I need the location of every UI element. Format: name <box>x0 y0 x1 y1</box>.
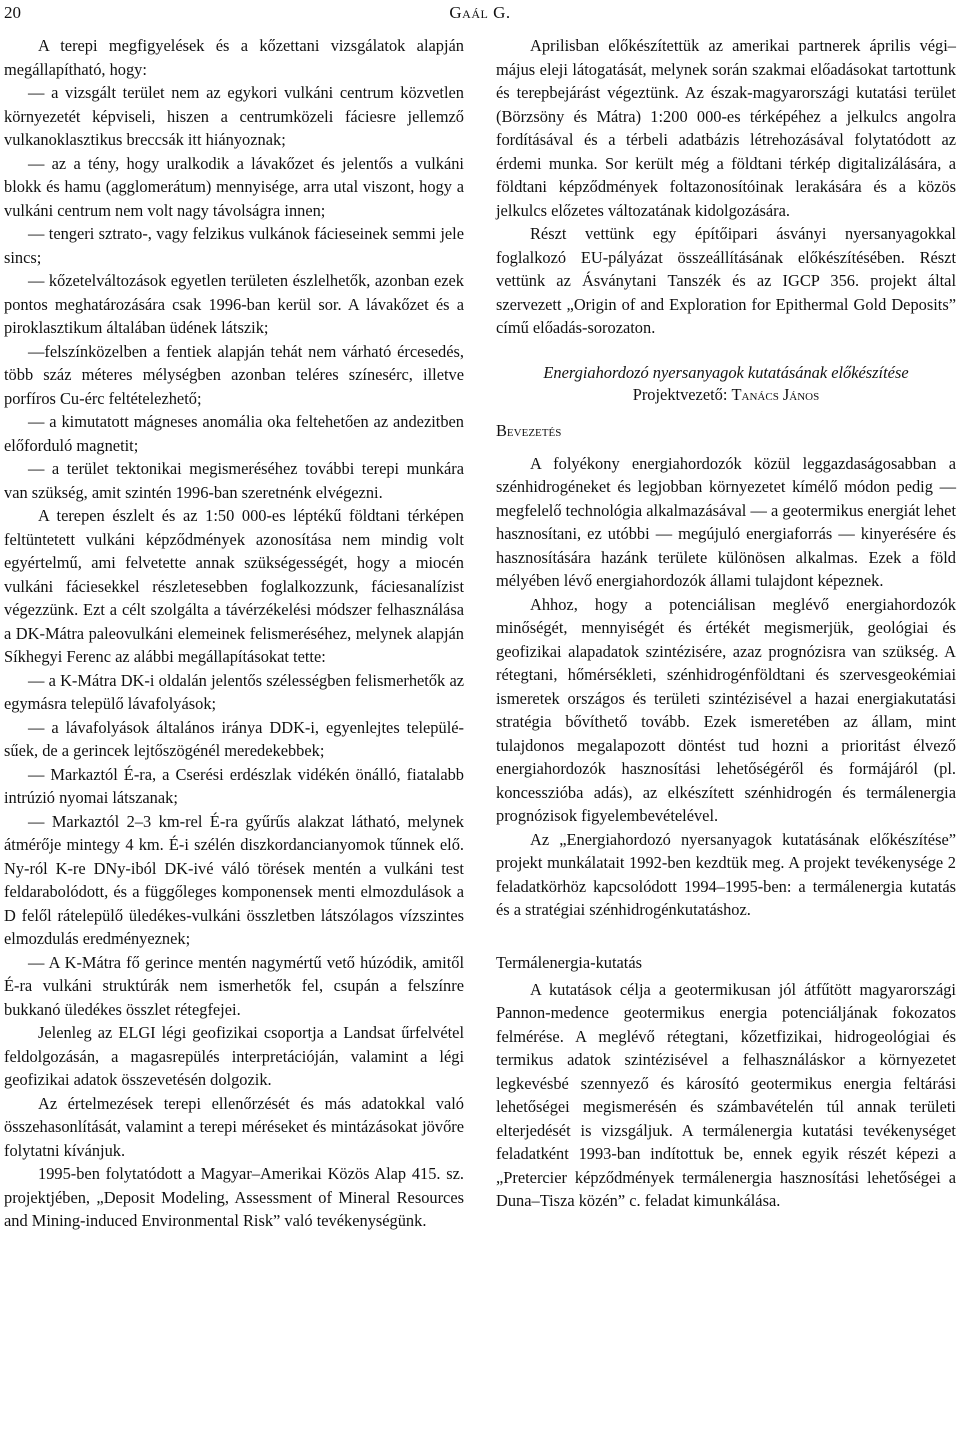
paragraph: Az „Energiahordozó nyersanyagok kutatásának előkészítése” projekt munkálatait 1992-ben kezdtük meg. A projekt tevékenysége 2 feladatkörhöz kapcsolódott 1994–1995-ben: a termálenergia kutatás és a stratégiai szénhidrogénkutatáshoz. <box>496 829 956 919</box>
list-item: — Markaztól É-ra, a Cserési erdészlak vidékén önálló, fiatalabb intrúzió nyomai látszanak; <box>4 764 464 807</box>
list-item: — tengeri sztrato-, vagy felzikus vulkánok fácieseinek semmi jele sincs; <box>4 224 464 267</box>
paragraph: A terepen észlelt és az 1:50 000-es léptékű földtani térképen feltüntetett vulkáni képződmények azonosítása nem mindig volt egyértelmű, ami felvetette annak szükségességét, hogy a miocén vulkáni fáciesekkel részletesebben foglalkozzunk, fáciesanalízist végezzünk. Ezt a célt szolgálta a távérzékelési módszer felhasználása a DK-Mátra paleovulkáni elemeinek felismeréséhez, melynek alapján Síkhegyi Ferenc az alábbi megállapításokat tette: <box>4 506 464 666</box>
list-item: —felszínközelben a fentiek alapján tehát nem várható ércesedés, több száz méteres mélységben azonban teléres színesérc, illetve porfíros Cu-érc feltételezhető; <box>4 341 464 408</box>
paragraph: 1995-ben folytatódott a Magyar–Amerikai Közös Alap 415. sz. projektjében, „Deposit Modeling, Assessment of Mineral Resources and Mining-induced Environmental Risk” való tevékenységünk. <box>4 1164 464 1230</box>
list-item: — Markaztól 2–3 km-rel É-ra gyűrűs alakzat látható, melynek átmérője mintegy 4 km. É-i szélén diszkordancianyomok tűnnek elő. Ny-ról K-re DNy-iból DK-ivé váló törések mentén a vulkáni test feldarabolódott, és a függőleges komponensek menti elmozdulások a D felől rátelepülő üledékes-vulkáni összletben látszólagos vízszintes elmozdulás eredményeznek; <box>4 811 464 948</box>
list-item: — a K-Mátra DK-i oldalán jelentős szélességben felismerhetők az egymásra települő lávafolyások; <box>4 670 464 713</box>
list-item: — a kimutatott mágneses anomália oka feltehetően az andezitben előforduló magnetit; <box>4 412 464 455</box>
project-leader-name: Tanács János <box>731 384 820 404</box>
paragraph: Az értelmezések terepi ellenőrzését és más adatokkal való összehasonlítását, valamint a terepi méréseket és mintázásokat jövőre folytatni kívánjuk. <box>4 1093 464 1160</box>
list-item: — A K-Mátra fő gerince mentén nagymértű vető húzódik, amitől É-ra vulkáni struktúrák nem ismerhetők fel, csupán a felszínre bukkanó üledékes összlet rétegfejei. <box>4 952 464 1019</box>
project-leader-label: Projektvezető: <box>632 384 732 404</box>
list-item: — a lávafolyások általános iránya DDK-i, egyenlejtes településűek, de a gerincek lejtőszögénél meredekebbek; <box>4 717 464 760</box>
paragraph: Részt vettünk egy építőipari ásványi nyersanyagokkal foglalkozó EU-pályázat összeállításának előkészítésében. Részt vettünk az Ásványtani Tanszék és az IGCP 356. projekt által szervezett „Origin of and Exploration for Epithermal Gold Deposits” című előadás-sorozaton. <box>496 224 956 337</box>
page-header <box>4 2 956 24</box>
list-item: — a vizsgált terület nem az egykori vulkáni centrum közvetlen környezetét képviseli, hiszen a centrumközeli fáciesre jellemző vulkanoklasztikus breccsák itt hiányoznak; <box>4 83 464 149</box>
page-number: 20 <box>4 3 21 22</box>
list-item: — az a tény, hogy uralkodik a lávakőzet és jelentős a vulkáni blokk és hamu (agglomerátum) mennyisége, arra utal viszont, hogy a vulkáni centrum nem volt nagy távolságra innen; <box>4 153 464 220</box>
paragraph: Jelenleg az ELGI légi geofizikai csoportja a Landsat űrfelvétel feldolgozásán, a magasrepülés interpretációján, valamint a légi geofizikai adatok összevetésén dolgozik. <box>4 1023 464 1089</box>
list-item: — a terület tektonikai megismeréséhez további terepi munkára van szükség, amit szintén 1996-ban szeretnénk elvégezni. <box>4 459 464 502</box>
thermal-energy-heading: Termálenergia-kutatás <box>496 952 642 972</box>
paragraph: A terepi megfigyelések és a kőzettani vizsgálatok alapján megállapítható, hogy: <box>4 36 464 79</box>
section-title: Energiahordozó nyersanyagok kutatásának előkészítése <box>543 362 909 382</box>
introduction-heading: Bevezetés <box>496 420 562 440</box>
right-column <box>496 34 956 1213</box>
paragraph: Aprilisban előkészítettük az amerikai partnerek április végi–május eleji látogatását, melynek során szakmai előadásokat tartottunk és terepbejárást végeztünk. Az észak-magyarországi kutatási terület (Börzsöny és Mátra) 1:200 000-es térképéhez a jelkulcs angolra fordításával és a térbeli adatbázis létrehozásával folytatódott az érdemi munka. Sor került még a földtani térkép digitalizálására, a földtani képződmények foltazonosítóinak lerakására és a közös jelkulcs előzetes változatának kidolgozására. <box>496 36 956 220</box>
project-leader <box>496 384 956 406</box>
running-head: Gaál G. <box>449 3 511 22</box>
paragraph: A folyékony energiahordozók közül leggazdaságosabban a szénhidrogéneket és legjobban környezetet kímélő módon pedig — megfelelő technológia alkalmazásával — a geotermikus energiát lehet hasznosítani, ez utóbbi — megújuló energiaforrás — kinyerésére és hasznosítására hazánk területe különösen alkalmas. Ezek a föld mélyében lévő energiahordozók állami tulajdont képeznek. <box>496 453 956 590</box>
left-column <box>4 34 464 1233</box>
paragraph: Ahhoz, hogy a potenciálisan meglévő energiahordozók minőségét, mennyiségét és értékét megismerjük, geológiai és geofizikai alapadatok szintézisére, azaz prognózisra van szükség. A rétegtani, hőmérsékleti, szénhidrogénföldtani és szervesgeokémiai ismeretek országos és területi szintézisével a hazai energiakutatási stratégia bővíthető tovább. Ezek ismeretében az állam, mint tulajdonos megalapozott döntést tud hozni a prioritást élvező energiahordozók hasznosítási lehetőségéről és formájáról (pl. koncesszióba adás), az elkészített szénhidrogén és termálenergia prognózisok figyelembevételével. <box>496 594 956 825</box>
list-item: — kőzetelváltozások egyetlen területen észlelhetők, azonban ezek pontos meghatározására csak 1996-ban kerül sor. A lávakőzet és a piroklasztikum általában üdének látszik; <box>4 271 464 337</box>
paragraph: A kutatások célja a geotermikusan jól átfűtött magyarországi Pannon-medence geotermikus energia potenciáljának fokozatos felmérése. A meglévő rétegtani, kőzetfizikai, hidrogeológiai és termikus adatok szintézisével a felhasználáskor a környezetet legkevésbé szennyező és károsító geotermikus energia feltárási lehetőségei megismerésén és számbavételén túl annak területi elterjedését is vizsgáljuk. A termálenergia kutatási tevékenységet feladatként 1993-ban indítottuk be, ennek egyik részét képezi a „Pretercier képződmények termálenergia hasznosítási lehetőségei a Duna–Tisza közén” c. feladat kimunkálása. <box>496 979 956 1210</box>
